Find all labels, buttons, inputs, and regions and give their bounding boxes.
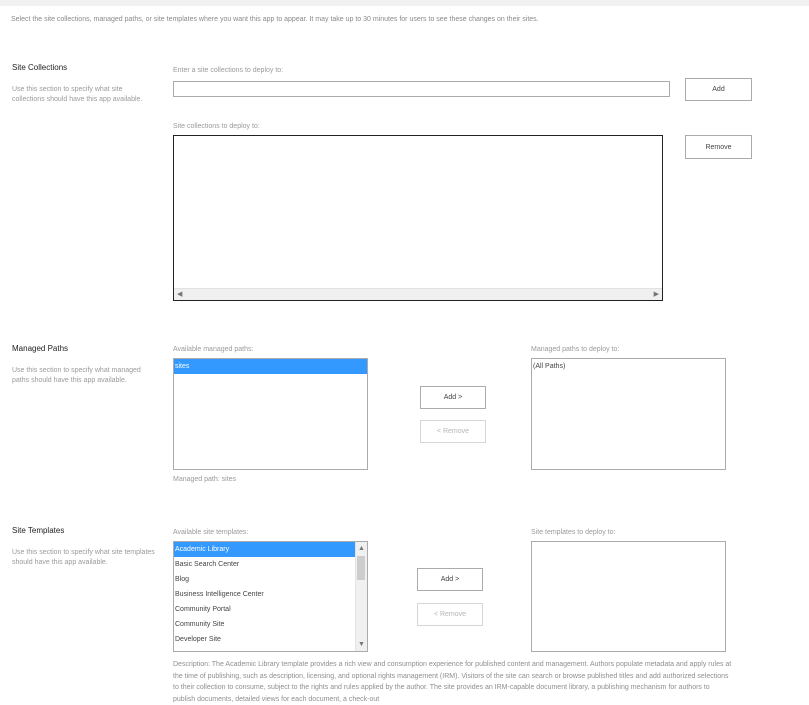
list-item[interactable]: Community Site [175, 621, 225, 628]
list-item[interactable]: Blog [175, 576, 190, 583]
site-templates-description: Use this section to specify what site templates should have this app available. [12, 549, 155, 566]
managed-path-text: Managed path: sites [173, 476, 237, 483]
scroll-up-icon[interactable]: ▲ [358, 545, 365, 552]
list-item[interactable]: (All Paths) [533, 363, 566, 370]
remove-site-template-button[interactable]: < Remove [417, 603, 483, 626]
list-item[interactable]: Community Portal [175, 606, 231, 613]
list-item[interactable]: Basic Search Center [175, 561, 240, 568]
horizontal-scrollbar[interactable] [174, 288, 662, 300]
scroll-left-icon[interactable]: ◀ [177, 291, 183, 298]
managed-paths-deploy-list[interactable] [531, 358, 726, 470]
top-bar [0, 0, 809, 6]
scrollbar-thumb[interactable] [357, 556, 365, 580]
site-collections-list[interactable] [173, 135, 663, 301]
add-site-collection-button[interactable]: Add [685, 78, 752, 101]
site-collections-title: Site Collections [12, 63, 68, 72]
site-templates-deploy-list[interactable] [531, 541, 726, 652]
managed-paths-deploy-label: Managed paths to deploy to: [531, 346, 620, 353]
available-managed-paths-label: Available managed paths: [173, 346, 254, 353]
remove-managed-path-button[interactable]: < Remove [420, 420, 486, 443]
site-template-description: Description: The Academic Library template provides a rich view and consumption experience for published content and management. Authors populate metadata and apply rules at the time of publishing, such as description, licensing, and optional rights management (IRM). Visitors of the site can search or browse published titles and add authorized selections to their collection to consume, subject to the rights and rules applied by the author. The site provides an IRM-capable document library, a publishing mechanism for authors to publish documents, detailed views for each document, a check-out [173, 661, 732, 703]
site-templates-deploy-label: Site templates to deploy to: [531, 529, 616, 536]
available-site-templates-label: Available site templates: [173, 529, 249, 536]
list-item[interactable]: Academic Library [174, 542, 356, 557]
site-templates-title: Site Templates [12, 526, 65, 535]
available-managed-paths-list[interactable] [173, 358, 368, 470]
remove-site-collection-button[interactable]: Remove [685, 135, 752, 159]
managed-paths-title: Managed Paths [12, 344, 69, 353]
add-site-template-button[interactable]: Add > [417, 568, 483, 591]
site-collection-input-label: Enter a site collections to deploy to: [173, 67, 284, 74]
site-collections-list-label: Site collections to deploy to: [173, 123, 260, 130]
list-item[interactable]: Business Intelligence Center [175, 591, 264, 598]
add-managed-path-button[interactable]: Add > [420, 386, 486, 409]
scroll-down-icon[interactable]: ▼ [358, 641, 365, 648]
site-collections-description: Use this section to specify what site collections should have this app available. [12, 86, 143, 103]
managed-paths-description: Use this section to specify what managed paths should have this app available. [12, 367, 141, 384]
vertical-scrollbar[interactable] [355, 542, 367, 651]
intro-text: Select the site collections, managed paths, or site templates where you want this app to appear. It may take up to 30 minutes for users to see these changes on their sites. [11, 16, 539, 23]
site-collection-input[interactable] [173, 81, 670, 97]
list-item[interactable]: Developer Site [175, 636, 221, 643]
scroll-right-icon[interactable]: ▶ [653, 291, 659, 298]
available-site-templates-list[interactable] [173, 541, 368, 652]
list-item[interactable]: sites [174, 359, 367, 374]
